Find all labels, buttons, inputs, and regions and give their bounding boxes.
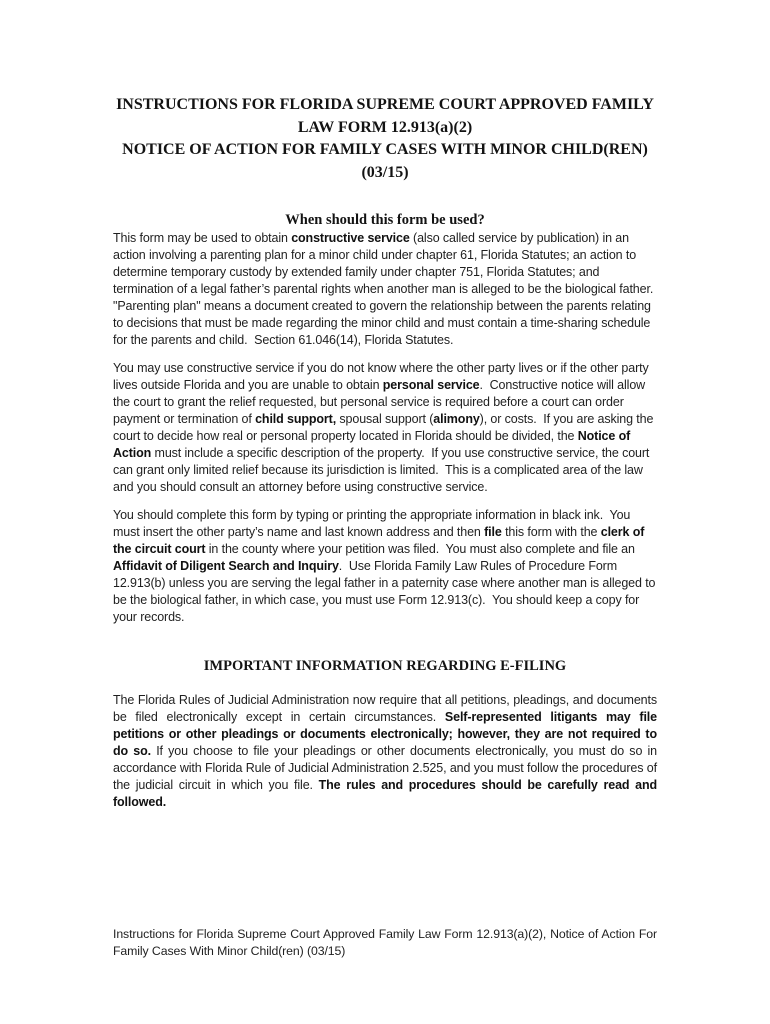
bold-text-run: clerk of the circuit court <box>113 525 648 556</box>
title-line: NOTICE OF ACTION FOR FAMILY CASES WITH MINOR CHILD(REN) <box>122 141 648 158</box>
text-run: This form may be used to obtain <box>113 231 292 245</box>
document-content <box>113 0 661 811</box>
text-run: ), or costs. If you are asking the court to decide how real or personal property located in Florida should be divided, the <box>113 412 657 443</box>
text-run: spousal support ( <box>336 412 434 426</box>
bold-text-run: The rules and procedures should be carefully read and followed. <box>113 778 661 809</box>
paragraph-personal-service <box>113 360 657 496</box>
text-run: . Constructive notice will allow the court to grant the relief requested, but personal service is required before a court can order payment or termination of <box>113 378 649 426</box>
title-line: LAW FORM 12.913(a)(2) <box>297 118 473 136</box>
text-run: this form with the <box>501 525 601 539</box>
document-footer: Instructions for Florida Supreme Court Approved Family Law Form 12.913(a)(2), Notice of Action For Family Cases With Minor Child(ren) (03/15) <box>113 927 657 958</box>
title-line: INSTRUCTIONS FOR FLORIDA SUPREME COURT APPROVED FAMILY <box>116 96 654 113</box>
bold-text-run: personal service <box>382 378 480 392</box>
text-run: in the county where your petition was filed. You must also complete and file an <box>205 542 639 556</box>
section-heading-when-used: When should this form be used? <box>285 212 485 228</box>
paragraph-constructive-service <box>113 230 660 349</box>
text-run: You may use constructive service if you do not know where the other party lives or if the other party lives outside Florida and you are unable to obtain <box>113 361 652 392</box>
text-run: The Florida Rules of Judicial Administration now require that all petitions, pleadings, and documents be filed electronically except in certain circumstances. <box>113 693 661 724</box>
text-run: You should complete this form by typing or printing the appropriate information in black ink. You must insert the other party’s name and last known address and then <box>113 508 634 539</box>
paragraph-completion-instructions <box>113 507 657 626</box>
bold-text-run: child support, <box>255 412 337 426</box>
bold-text-run: constructive service <box>291 231 410 245</box>
title-line: (03/15) <box>361 163 409 181</box>
paragraph-efiling <box>113 692 661 811</box>
bold-text-run: Self-represented litigants may file petitions or other pleadings or documents electronically; however, they are not required to do so. <box>113 710 661 758</box>
text-run: (also called service by publication) in an action involving a parenting plan for a minor child under chapter 61, Florida Statutes; an action to determine temporary custody by extended family under chapter 751, Florida Statutes; and termination of a legal father’s parental rights when another man is alleged to be the biological father. "Parenting plan" means a document created to govern the relationship between the parents relating to decisions that must be made regarding the minor child and must contain a time-sharing schedule for the parents and child. Section 61.046(14), Florida Statutes. <box>113 231 660 347</box>
bold-text-run: alimony <box>433 412 480 426</box>
text-run: . Use Florida Family Law Rules of Procedure Form 12.913(b) unless you are serving the legal father in a paternity case where another man is alleged to be the biological father, in which case, you must use Form 12.913(c). You should keep a copy for your records. <box>113 559 659 624</box>
text-run: must include a specific description of the property. If you use constructive service, the court can grant only limited relief because its jurisdiction is limited. This is a complicated area of the law and you should consult an attorney before using constructive service. <box>113 446 653 494</box>
bold-text-run: file <box>484 525 502 539</box>
text-run: If you choose to file your pleadings or other documents electronically, you must do so in accordance with Florida Rule of Judicial Administration 2.525, and you must follow the procedures of the judicial circuit in which you file. <box>113 744 661 792</box>
bold-text-run: Affidavit of Diligent Search and Inquiry <box>113 559 339 573</box>
bold-text-run: Notice of Action <box>113 429 634 460</box>
document-title <box>113 94 657 184</box>
section-heading-efiling: IMPORTANT INFORMATION REGARDING E-FILING <box>203 658 567 674</box>
